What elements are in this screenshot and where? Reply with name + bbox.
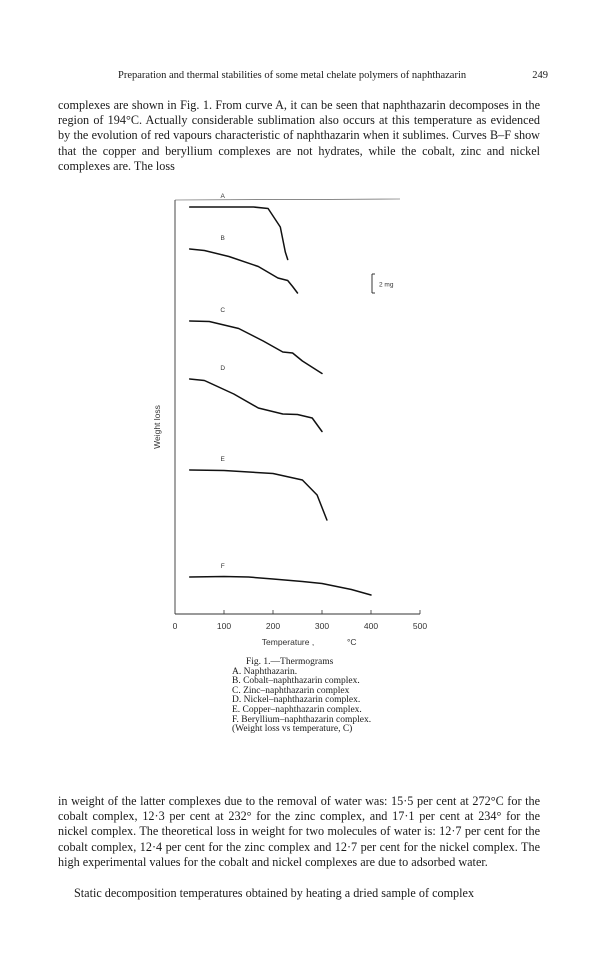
- curve-e: [190, 470, 327, 520]
- scale-bar: [372, 274, 394, 293]
- curve-label-d: D: [220, 365, 226, 372]
- thermogram-chart: [150, 192, 450, 652]
- caption-line: C. Zinc–naphthazarin complex: [232, 685, 350, 696]
- x-axis-unit: °C: [347, 637, 357, 647]
- caption-line: (Weight loss vs temperature, C): [232, 724, 353, 735]
- running-title: Preparation and thermal stabilities of some metal chelate polymers of naphthazarin: [118, 70, 467, 81]
- curve-label-c: C: [220, 307, 226, 314]
- x-tick-label: 200: [265, 621, 281, 631]
- x-tick-label: 100: [216, 621, 232, 631]
- caption-line: B. Cobalt–naphthazarin complex.: [232, 676, 360, 687]
- x-tick-label: 400: [363, 621, 379, 631]
- top-border-line: [175, 199, 400, 200]
- body-paragraph-bottom: in weight of the latter complexes due to the removal of water was: 15·5 per cent at 272°C for the cobalt complex, 12·3 per cent at 232° for the zinc complex, and 17·1 per cent at 234° for the nickel complex. The theoretical loss in weight for two molecules of water is: 12·7 per cent for the cobalt complex, 12·4 per cent for the zinc complex and 12·7 per cent for the nickel complex. The high experimental values for the cobalt and nickel complexes are due to adsorbed water.: [58, 794, 540, 869]
- page-number: 249: [532, 70, 548, 81]
- curve-b: [190, 249, 298, 293]
- curve-label-a: A: [220, 193, 225, 200]
- x-tick-label: 500: [412, 621, 428, 631]
- curve-f: [190, 577, 371, 596]
- scale-bar-label: 2 mg: [379, 281, 394, 289]
- body-paragraph-last: Static decomposition temperatures obtained by heating a dried sample of complex: [74, 886, 475, 900]
- caption-line: D. Nickel–naphthazarin complex.: [232, 695, 361, 706]
- curve-label-b: B: [220, 235, 225, 242]
- thermogram-figure: [150, 192, 450, 652]
- caption-line: F. Beryllium–naphthazarin complex.: [232, 714, 372, 725]
- body-paragraph-top: complexes are shown in Fig. 1. From curve A, it can be seen that naphthazarin decomposes in the region of 194°C. Actually considerable sublimation also occurs at this temperature as evidenced by the evolution of red vapours characteristic of naphthazarin when it sublimes. Curves B–F show that the copper and beryllium complexes are not hydrates, while the cobalt, zinc and nickel complexes are. The loss: [58, 98, 540, 173]
- curve-label-f: F: [220, 563, 225, 570]
- caption-line: E. Copper–naphthazarin complex.: [232, 704, 362, 715]
- caption-title: Fig. 1.—Thermograms: [246, 657, 334, 667]
- x-tick-label: 300: [314, 621, 330, 631]
- curve-a: [190, 207, 288, 260]
- y-axis-label: Weight loss: [152, 405, 162, 449]
- curve-c: [190, 321, 322, 374]
- curve-d: [190, 379, 322, 432]
- figure-caption: [232, 658, 432, 735]
- x-axis-label: Temperature ,: [261, 637, 315, 647]
- plot-frame: [175, 199, 420, 614]
- x-tick-label: 0: [172, 621, 178, 631]
- running-header: [118, 70, 548, 86]
- x-axis-ticks: [173, 610, 428, 631]
- caption-line: A. Naphthazarin.: [232, 666, 298, 677]
- curves: [190, 193, 371, 595]
- curve-label-e: E: [220, 456, 225, 463]
